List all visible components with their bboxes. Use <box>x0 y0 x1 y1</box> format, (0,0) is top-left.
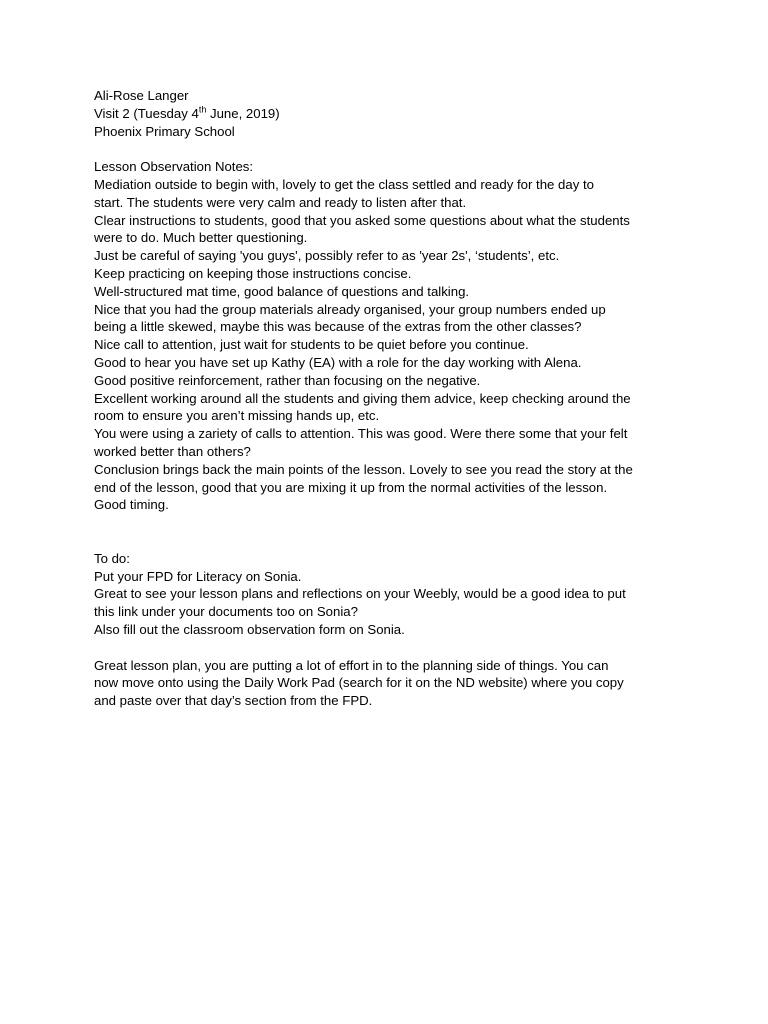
observation-heading: Lesson Observation Notes: <box>94 159 254 175</box>
todo-line: Put your FPD for Literacy on Sonia. <box>94 568 302 584</box>
spacer <box>94 639 684 657</box>
observation-line: Good timing. <box>94 497 169 513</box>
spacer <box>94 140 684 158</box>
observation-line: Conclusion brings back the main points of the lesson. Lovely to see you read the story at the <box>94 461 633 477</box>
visit-line <box>94 105 684 123</box>
document-body <box>94 87 684 710</box>
visit-suffix: June, 2019) <box>206 105 280 121</box>
todo-list <box>94 568 684 639</box>
todo-line: Also fill out the classroom observation form on Sonia. <box>94 621 405 637</box>
observation-line: Good to hear you have set up Kathy (EA) with a role for the day working with Alena. <box>94 354 582 370</box>
observation-line: You were using a zariety of calls to attention. This was good. Were there some that your felt <box>94 426 628 442</box>
closing-comment <box>94 657 684 710</box>
todo-line: Great to see your lesson plans and reflections on your Weebly, would be a good idea to put <box>94 586 626 602</box>
closing-line: Great lesson plan, you are putting a lot of effort in to the planning side of things. You can <box>94 657 609 673</box>
observation-line: Excellent working around all the students and giving them advice, keep checking around the <box>94 390 631 406</box>
school-name: Phoenix Primary School <box>94 123 235 139</box>
visit-prefix: Visit 2 (Tuesday 4 <box>94 105 199 121</box>
observation-line: start. The students were very calm and ready to listen after that. <box>94 194 467 210</box>
visit-superscript: th <box>198 104 207 115</box>
observation-line: Just be careful of saying 'you guys', possibly refer to as 'year 2s', ‘students’, etc. <box>94 248 560 264</box>
observation-line: Mediation outside to begin with, lovely to get the class settled and ready for the day to <box>94 176 594 192</box>
spacer <box>94 514 684 550</box>
observation-notes <box>94 176 684 514</box>
observation-line: Good positive reinforcement, rather than focusing on the negative. <box>94 372 481 388</box>
closing-line: and paste over that day’s section from the FPD. <box>94 693 373 709</box>
observation-line: being a little skewed, maybe this was because of the extras from the other classes? <box>94 319 582 335</box>
observation-line: Keep practicing on keeping those instructions concise. <box>94 265 412 281</box>
closing-line: now move onto using the Daily Work Pad (search for it on the ND website) where you copy <box>94 675 624 691</box>
observation-line: Clear instructions to students, good that you asked some questions about what the students <box>94 212 630 228</box>
observation-line: were to do. Much better questioning. <box>94 230 308 246</box>
observation-line: Well-structured mat time, good balance of questions and talking. <box>94 283 470 299</box>
observation-line: Nice that you had the group materials already organised, your group numbers ended up <box>94 301 606 317</box>
observation-line: worked better than others? <box>94 443 251 459</box>
todo-heading: To do: <box>94 550 130 566</box>
observation-line: Nice call to attention, just wait for students to be quiet before you continue. <box>94 337 529 353</box>
observer-name: Ali-Rose Langer <box>94 88 189 103</box>
observation-line: end of the lesson, good that you are mixing it up from the normal activities of the lesson. <box>94 479 608 495</box>
todo-line: this link under your documents too on Sonia? <box>94 604 358 620</box>
observation-line: room to ensure you aren’t missing hands up, etc. <box>94 408 380 424</box>
